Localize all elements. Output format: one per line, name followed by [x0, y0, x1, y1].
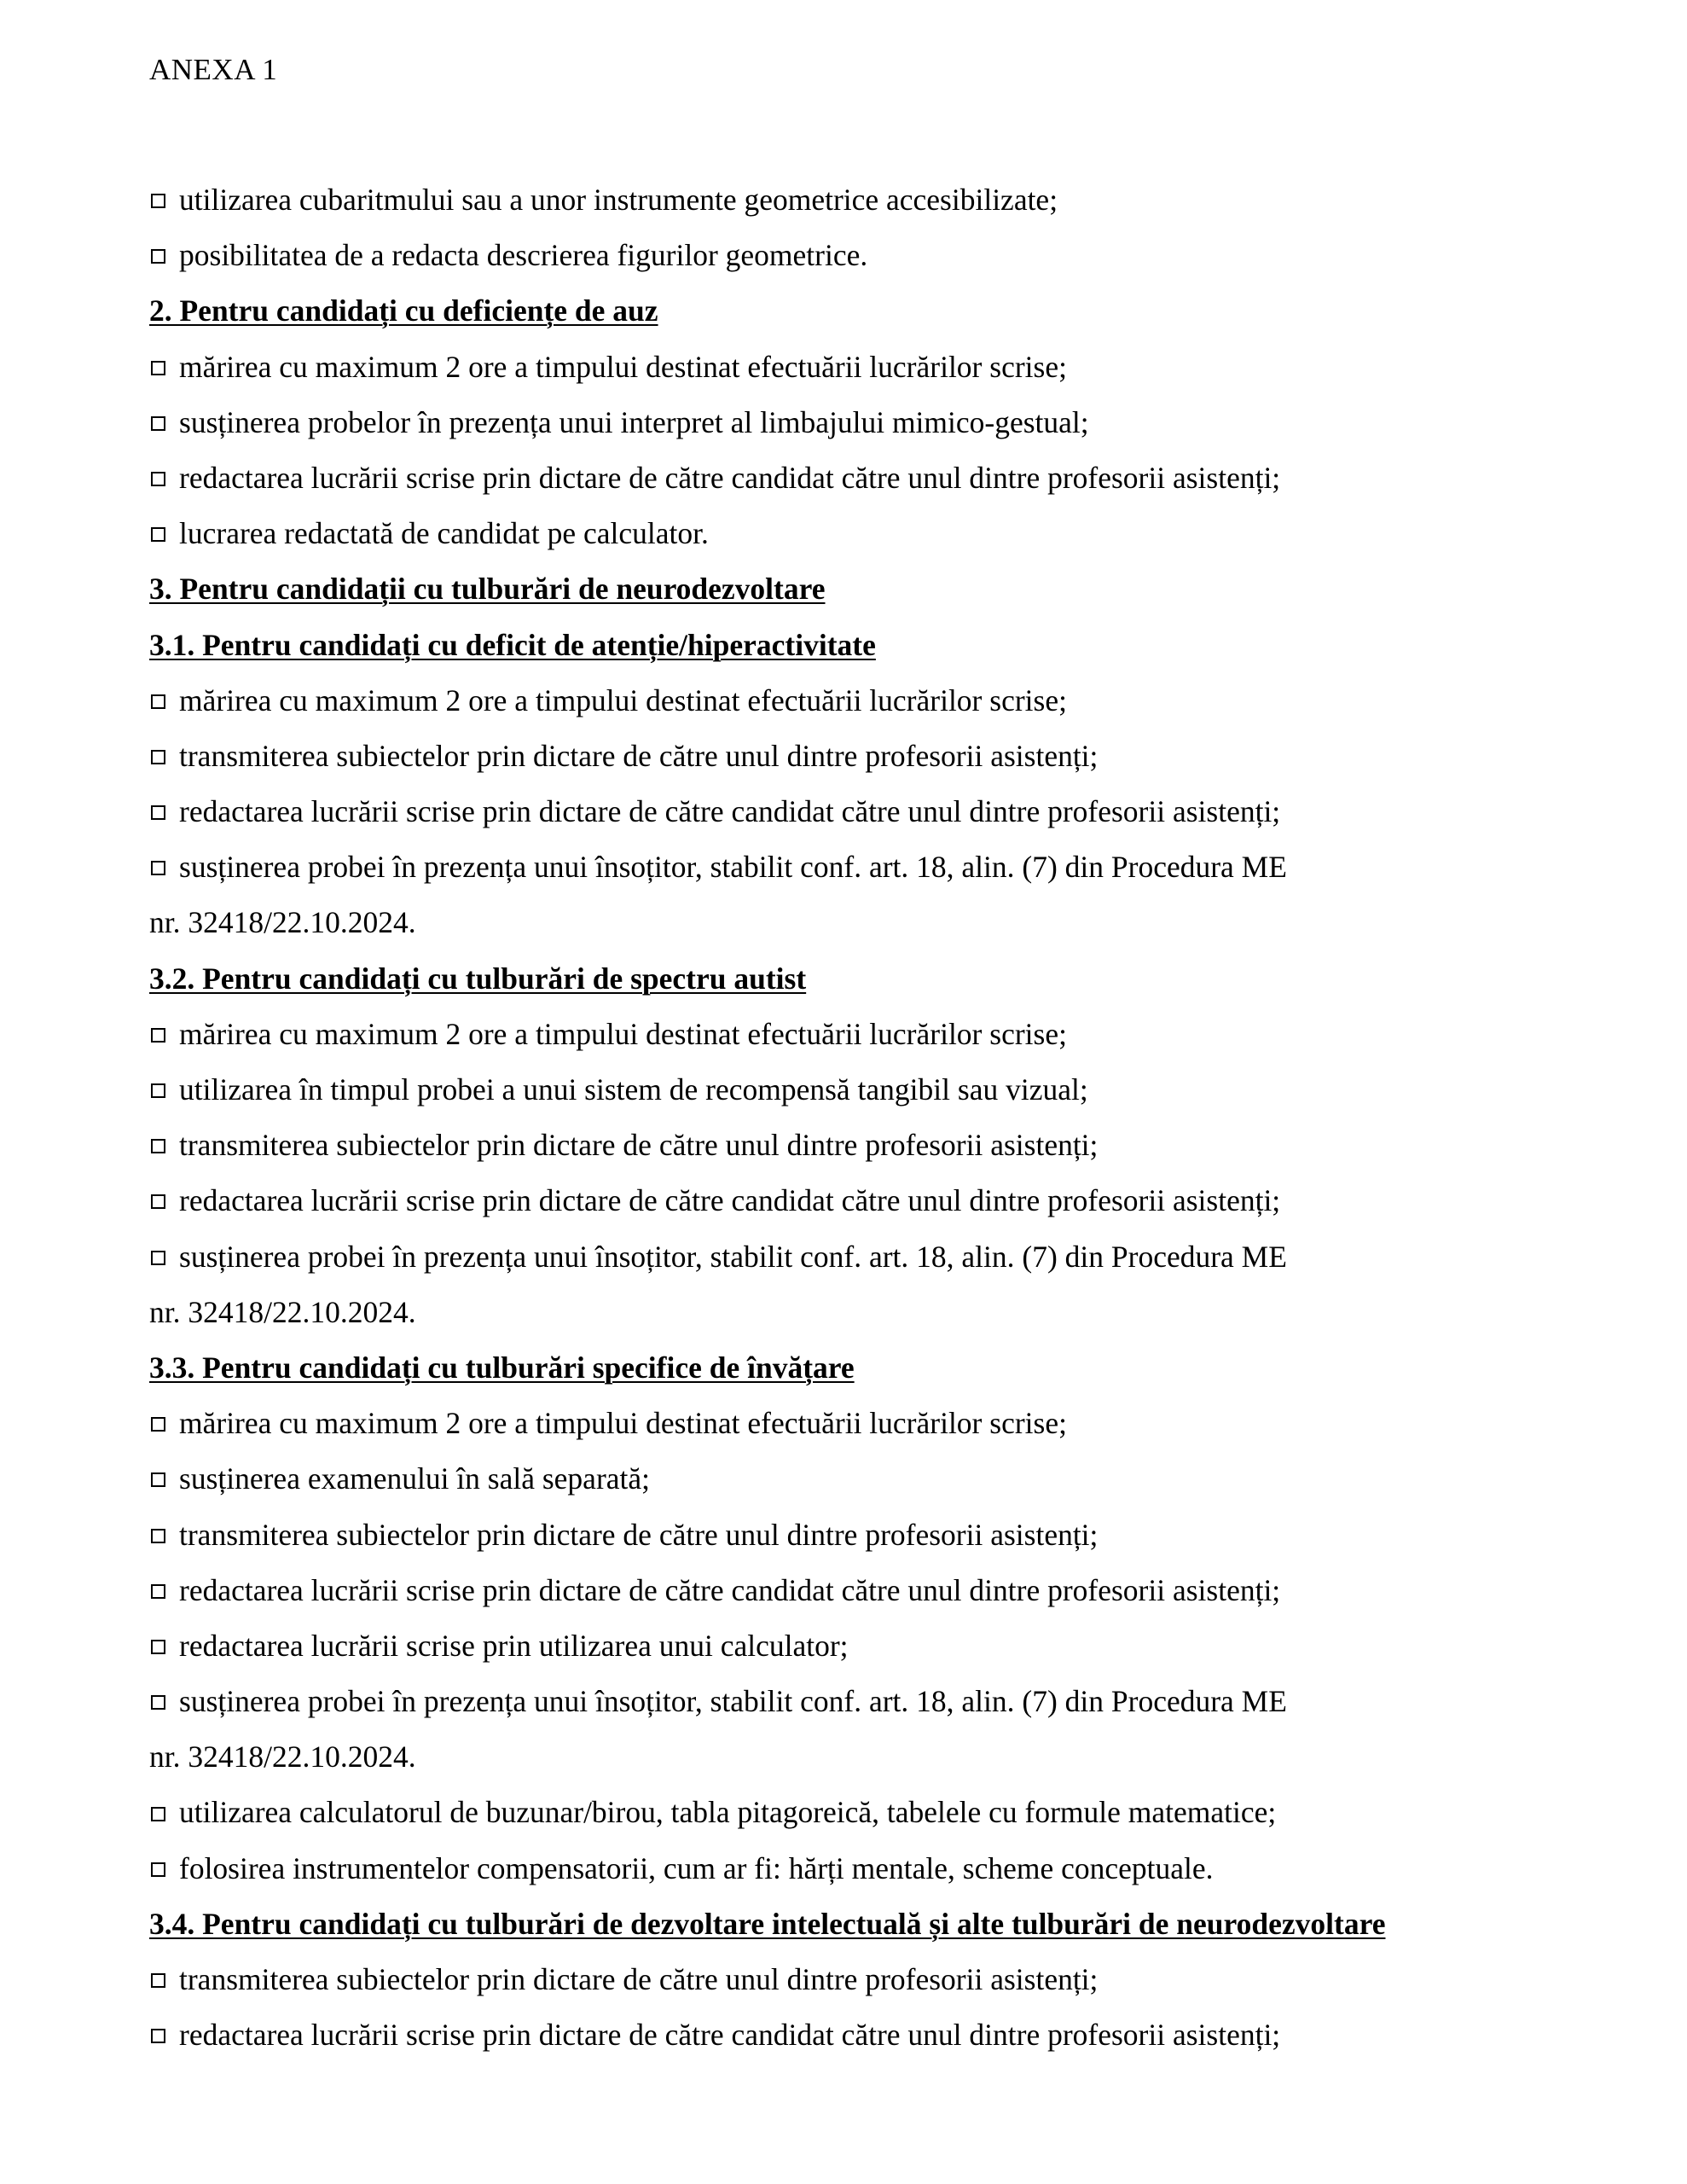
heading-text: 3. Pentru candidații cu tulburări de neurodezvoltare — [149, 572, 826, 607]
line-text: posibilitatea de a redacta descrierea figurilor geometrice. — [179, 238, 868, 273]
checklist-item — [149, 340, 1650, 395]
section-heading — [149, 1896, 1650, 1952]
checklist-item — [149, 2007, 1650, 2063]
line-text: utilizarea în timpul probei a unui sistem de recompensă tangibil sau vizual; — [179, 1072, 1088, 1107]
checkbox-icon — [151, 805, 165, 820]
section-heading — [149, 1340, 1650, 1396]
section-heading — [149, 951, 1650, 1007]
line-text: mărirea cu maximum 2 ore a timpului destinat efectuării lucrărilor scrise; — [179, 682, 1067, 717]
heading-text: 3.3. Pentru candidați cu tulburări specifice de învățare — [149, 1350, 855, 1385]
line-text: nr. 32418/22.10.2024. — [149, 905, 416, 940]
checkbox-icon — [151, 527, 165, 542]
line-text: redactarea lucrării scrise prin dictare de către candidat către unul dintre profesorii asistenți; — [179, 1572, 1281, 1607]
item-continuation — [149, 895, 1650, 950]
checklist-item — [149, 172, 1650, 228]
checkbox-icon — [151, 472, 165, 486]
checklist-item — [149, 1173, 1650, 1228]
checkbox-icon — [151, 361, 165, 375]
document-title: ANEXA 1 — [149, 53, 278, 86]
line-text: lucrarea redactată de candidat pe calculator. — [179, 516, 709, 551]
checklist-item — [149, 228, 1650, 283]
checklist-item — [149, 450, 1650, 506]
checkbox-icon — [151, 1529, 165, 1543]
checkbox-icon — [151, 2029, 165, 2043]
line-text: susținerea probei în prezența unui însoțitor, stabilit conf. art. 18, alin. (7) din Procedura ME — [179, 850, 1287, 885]
checkbox-icon — [151, 694, 165, 709]
checkbox-icon — [151, 1417, 165, 1432]
checkbox-icon — [151, 1139, 165, 1153]
checkbox-icon — [151, 1640, 165, 1654]
line-text: mărirea cu maximum 2 ore a timpului destinat efectuării lucrărilor scrise; — [179, 349, 1067, 384]
checklist-item — [149, 1674, 1650, 1729]
section-heading — [149, 283, 1650, 339]
line-text: nr. 32418/22.10.2024. — [149, 1294, 416, 1329]
checklist-item — [149, 1618, 1650, 1674]
checklist-item — [149, 1396, 1650, 1451]
checklist-item — [149, 673, 1650, 729]
line-text: transmiterea subiectelor prin dictare de către unul dintre profesorii asistenți; — [179, 1962, 1099, 1996]
section-heading — [149, 618, 1650, 673]
checkbox-icon — [151, 1973, 165, 1988]
line-text: susținerea probei în prezența unui însoțitor, stabilit conf. art. 18, alin. (7) din Procedura ME — [179, 1684, 1287, 1719]
checklist-item — [149, 1118, 1650, 1173]
checklist-item — [149, 1451, 1650, 1507]
checklist-item — [149, 1785, 1650, 1840]
line-text: nr. 32418/22.10.2024. — [149, 1740, 416, 1774]
heading-text: 3.4. Pentru candidați cu tulburări de dezvoltare intelectuală și alte tulburări de neurodezvoltare — [149, 1906, 1386, 1941]
line-text: susținerea probei în prezența unui însoțitor, stabilit conf. art. 18, alin. (7) din Procedura ME — [179, 1239, 1287, 1274]
checklist-item — [149, 839, 1650, 895]
line-text: mărirea cu maximum 2 ore a timpului destinat efectuării lucrărilor scrise; — [179, 1016, 1067, 1051]
document-body — [149, 172, 1650, 2063]
checklist-item — [149, 729, 1650, 784]
line-text: susținerea examenului în sală separată; — [179, 1461, 651, 1496]
heading-text: 3.2. Pentru candidați cu tulburări de spectru autist — [149, 961, 807, 996]
checkbox-icon — [151, 1028, 165, 1043]
checkbox-icon — [151, 750, 165, 764]
section-heading — [149, 561, 1650, 617]
item-continuation — [149, 1285, 1650, 1340]
checklist-item — [149, 784, 1650, 839]
line-text: folosirea instrumentelor compensatorii, cum ar fi: hărți mentale, scheme conceptuale. — [179, 1850, 1214, 1885]
line-text: redactarea lucrării scrise prin utilizarea unui calculator; — [179, 1628, 849, 1663]
line-text: susținerea probelor în prezența unui interpret al limbajului mimico-gestual; — [179, 404, 1089, 439]
checkbox-icon — [151, 1584, 165, 1599]
checklist-item — [149, 1952, 1650, 2007]
checkbox-icon — [151, 249, 165, 264]
checklist-item — [149, 506, 1650, 561]
checklist-item — [149, 1563, 1650, 1618]
heading-text: 2. Pentru candidați cu deficiențe de auz — [149, 293, 658, 328]
checkbox-icon — [151, 1472, 165, 1487]
item-continuation — [149, 1729, 1650, 1785]
line-text: utilizarea cubaritmului sau a unor instrumente geometrice accesibilizate; — [179, 183, 1058, 217]
line-text: mărirea cu maximum 2 ore a timpului destinat efectuării lucrărilor scrise; — [179, 1406, 1067, 1441]
checkbox-icon — [151, 861, 165, 875]
checkbox-icon — [151, 1862, 165, 1877]
checklist-item — [149, 395, 1650, 450]
checklist-item — [149, 1007, 1650, 1062]
line-text: utilizarea calculatorul de buzunar/birou, tabla pitagoreică, tabelele cu formule matematice; — [179, 1795, 1277, 1830]
line-text: transmiterea subiectelor prin dictare de către unul dintre profesorii asistenți; — [179, 1517, 1099, 1552]
line-text: transmiterea subiectelor prin dictare de către unul dintre profesorii asistenți; — [179, 738, 1099, 773]
line-text: redactarea lucrării scrise prin dictare de către candidat către unul dintre profesorii asistenți; — [179, 794, 1281, 829]
checkbox-icon — [151, 1194, 165, 1209]
checkbox-icon — [151, 416, 165, 431]
checkbox-icon — [151, 1695, 165, 1710]
checklist-item — [149, 1229, 1650, 1285]
checklist-item — [149, 1841, 1650, 1896]
checkbox-icon — [151, 194, 165, 208]
checklist-item — [149, 1507, 1650, 1563]
checkbox-icon — [151, 1083, 165, 1098]
checkbox-icon — [151, 1807, 165, 1821]
line-text: transmiterea subiectelor prin dictare de către unul dintre profesorii asistenți; — [179, 1128, 1099, 1163]
checkbox-icon — [151, 1251, 165, 1265]
line-text: redactarea lucrării scrise prin dictare de către candidat către unul dintre profesorii asistenți; — [179, 460, 1281, 495]
line-text: redactarea lucrării scrise prin dictare de către candidat către unul dintre profesorii asistenți; — [179, 1183, 1281, 1218]
checklist-item — [149, 1062, 1650, 1118]
line-text: redactarea lucrării scrise prin dictare de către candidat către unul dintre profesorii asistenți; — [179, 2018, 1281, 2053]
heading-text: 3.1. Pentru candidați cu deficit de atenție/hiperactivitate — [149, 627, 876, 662]
